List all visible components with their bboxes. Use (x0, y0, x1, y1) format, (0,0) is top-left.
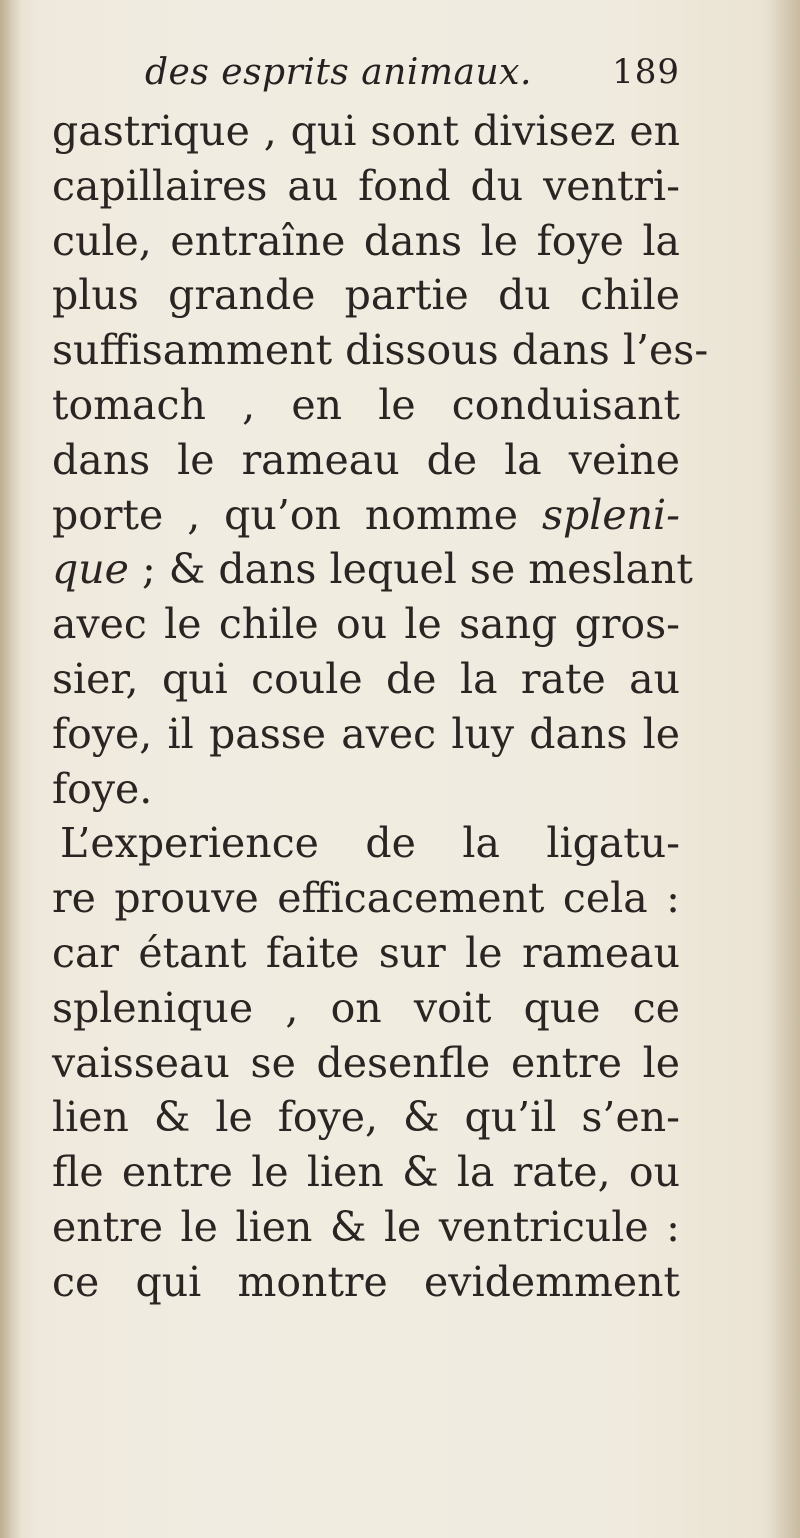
text-line: plus grande partie du chile (52, 271, 680, 320)
paragraph-end-line: foye. (52, 764, 153, 813)
text-line: foye, il passe avec luy dans le (52, 709, 680, 758)
text-line: dans le rameau de la veine (52, 435, 680, 484)
text-line: sier, qui coule de la rate au (52, 654, 680, 703)
text-line: lien & le foye, & qu’il s’en- (52, 1093, 680, 1142)
text-line: splenique , on voit que ce (52, 983, 680, 1032)
text-line: suffisamment dissous dans l’es- (52, 326, 709, 375)
text-line: car étant faite sur le rameau (52, 928, 680, 977)
line-rest: ; & dans lequel se meslant (128, 545, 693, 594)
binding-shadow (0, 0, 22, 1538)
body-text (52, 104, 709, 1310)
text-line: re prouve efficacement cela : (52, 874, 680, 923)
text-line-with-italic (52, 542, 693, 597)
text-line: entre le lien & le ventricule : (52, 1202, 680, 1251)
text-line: tomach , en le conduisant (52, 380, 680, 429)
text-line-with-italic (52, 488, 680, 543)
italic-word: spleni- (541, 490, 680, 539)
page-header (145, 52, 680, 102)
paragraph-start-line: L’experience de la ligatu- (60, 819, 680, 868)
page-edge-shadow (770, 0, 800, 1538)
italic-word: que (52, 545, 129, 594)
text-line: fle entre le lien & la rate, ou (52, 1148, 680, 1197)
text-line: cule, entraîne dans le foye la (52, 216, 680, 265)
text-line: avec le chile ou le sang gros- (52, 600, 680, 649)
text-line: gastrique , qui sont divisez en (52, 107, 680, 155)
text-line: ce qui montre evidemment (52, 1257, 680, 1306)
text-line: vaisseau se desenfle entre le (52, 1038, 680, 1087)
running-head: des esprits animaux. (145, 52, 532, 93)
page-number: 189 (612, 52, 680, 92)
text-line: capillaires au fond du ventri- (52, 161, 680, 210)
line-start: porte , qu’on nomme (52, 490, 542, 539)
